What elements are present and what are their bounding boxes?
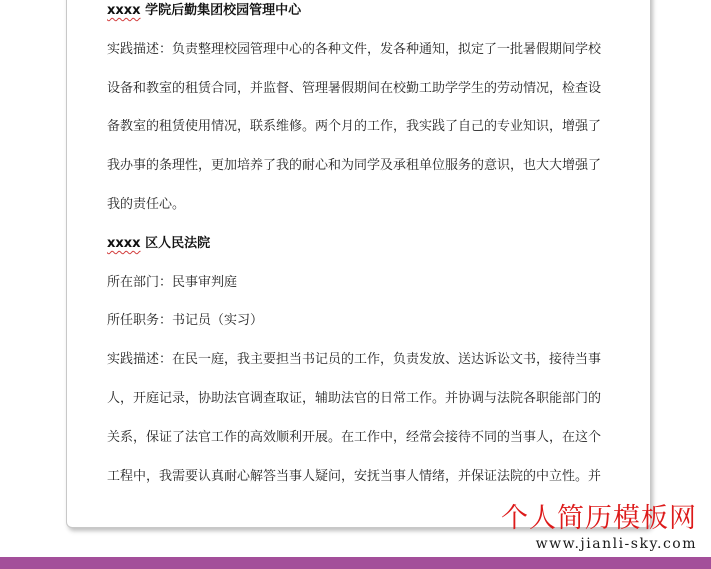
paragraph-line: 工程中，我需要认真耐心解答当事人疑问，安抚当事人情绪，并保证法院的中立性。并: [107, 468, 602, 484]
paragraph-line: 我办事的条理性，更加培养了我的耐心和为同学及承租单位服务的意识，也大大增强了: [107, 158, 602, 174]
section-heading-logistics: xxxx 学院后勤集团校园管理中心: [107, 3, 302, 18]
spellcheck-word: xxxx: [107, 3, 141, 18]
department-line: 所在部门：民事审判庭: [107, 274, 238, 290]
paragraph-line: 实践描述：负责整理校园管理中心的各种文件，发各种通知，拟定了一批暑假期间学校: [107, 41, 602, 57]
paragraph-line: 实践描述：在民一庭，我主要担当书记员的工作，负责发放、送达诉讼文书，接待当事: [107, 352, 602, 368]
document-body: [107, 2, 612, 506]
section-heading-court: xxxx 区人民法院: [107, 235, 211, 251]
spellcheck-word: xxxx: [107, 235, 141, 251]
document-page: [66, 0, 651, 528]
position-line: 所任职务：书记员（实习）: [107, 313, 264, 329]
paragraph-line: 备教室的租赁使用情况，联系维修。两个月的工作，我实践了自己的专业知识，增强了: [107, 119, 602, 135]
watermark-url: www.jianli-sky.com: [535, 536, 697, 552]
paragraph-line: 设备和教室的租赁合同，并监督、管理暑假期间在校勤工助学学生的劳动情况，检查设: [107, 80, 602, 96]
paragraph-line: 我的责任心。: [107, 196, 186, 212]
watermark-title: 个人简历模板网: [501, 503, 697, 534]
paragraph-line: 人，开庭记录，协助法官调查取证，辅助法官的日常工作。并协调与法院各职能部门的: [107, 390, 602, 406]
paragraph-line: 关系，保证了法官工作的高效顺利开展。在工作中，经常会接待不同的当事人，在这个: [107, 429, 602, 445]
bottom-accent-bar: [0, 557, 711, 569]
site-watermark: [501, 503, 697, 553]
